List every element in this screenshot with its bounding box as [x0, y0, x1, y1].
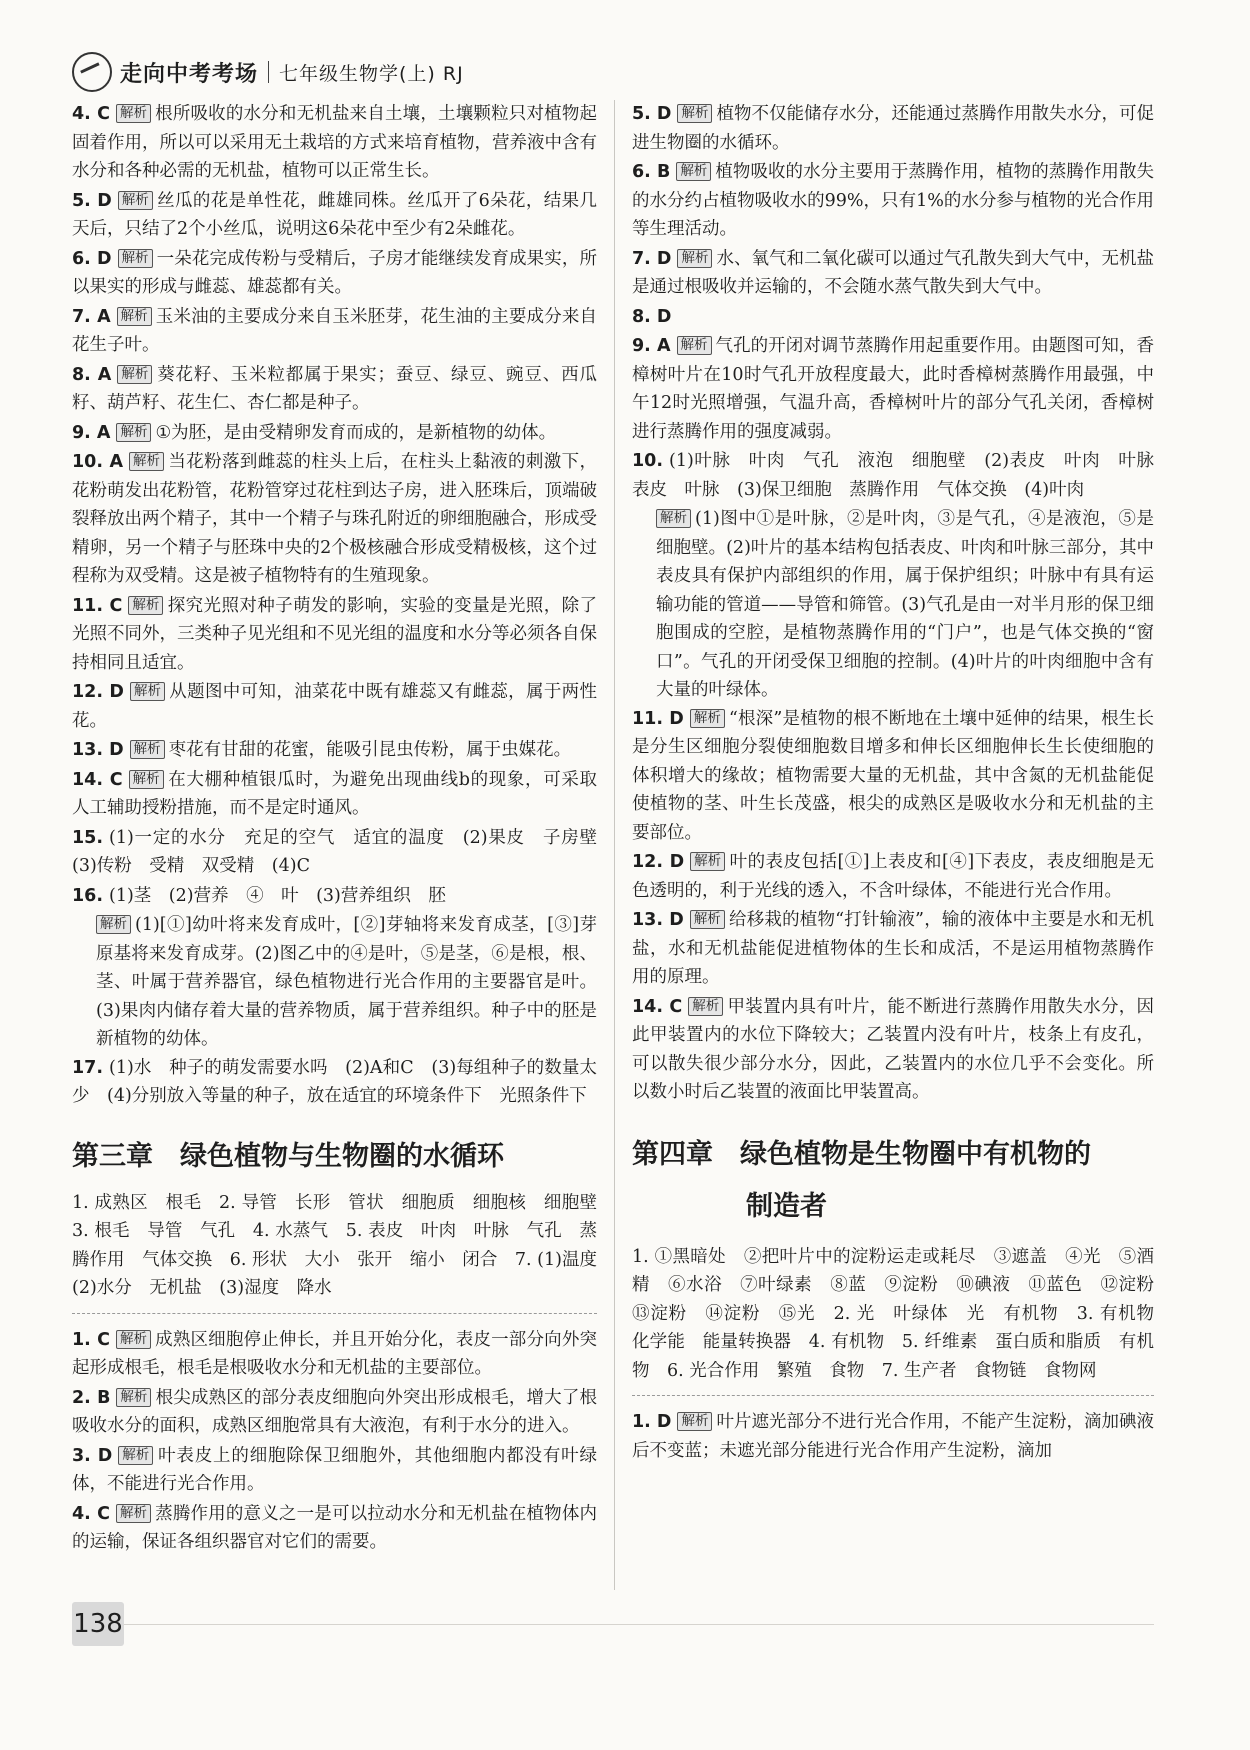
answer-number: 16.	[72, 885, 104, 906]
left-column	[72, 100, 615, 1558]
item10-analysis	[632, 505, 1154, 705]
answer-item	[72, 824, 615, 881]
answer-item	[72, 766, 597, 823]
answer-item	[72, 303, 597, 360]
answer-item	[72, 245, 597, 302]
analysis-tag: 解析	[118, 191, 153, 210]
answer-item	[632, 906, 1154, 992]
chapter3-fill-answers: 1. 成熟区 根毛 2. 导管 长形 管状 细胞质 细胞核 细胞壁 3. 根毛 导管 气孔 4. 水蒸气 5. 表皮 叶肉 叶脉 气孔 蒸腾作用 气体交换 6. 形状 大小 张开 缩小 闭合 7. (1)温度 (2)水分 无机盐 (3)湿度 降水	[72, 1192, 615, 1298]
footer-line	[124, 1624, 1154, 1625]
answer-number: 8. A	[72, 364, 112, 385]
analysis-tag: 解析	[117, 365, 152, 384]
answer-item	[632, 245, 1154, 302]
analysis-tag: 解析	[129, 452, 164, 471]
chapter4-title	[632, 1129, 1154, 1233]
header-separator	[268, 61, 269, 83]
answer-item	[72, 361, 597, 418]
answer-item	[72, 100, 597, 186]
analysis-tag: 解析	[118, 1446, 153, 1465]
answer-number: 9. A	[632, 336, 671, 356]
answer-number: 17.	[72, 1057, 104, 1078]
analysis-tag: 解析	[130, 740, 165, 759]
answer-item	[632, 1408, 1154, 1465]
chapter3-title: 第三章 绿色植物与生物圈的水循环	[72, 1140, 504, 1172]
analysis-tag: 解析	[118, 249, 153, 268]
answer-item	[632, 705, 1154, 848]
answer-text: 从题图中可知，油菜花中既有雄蕊又有雌蕊，属于两性花。	[72, 682, 598, 731]
answer-text: (1)水 种子的萌发需要水吗 (2)A和C (3)每组种子的数量太少 (4)分别放入等量的种子，放在适宜的环境条件下 光照条件下	[72, 1057, 597, 1106]
answer-number: 14. C	[72, 769, 123, 790]
answer-number: 12. D	[72, 682, 124, 702]
answer-item	[632, 100, 1154, 157]
answer-item	[632, 303, 1154, 332]
analysis-tag: 解析	[117, 307, 152, 326]
right-column	[632, 100, 1172, 1466]
answer-number: 8. D	[632, 306, 672, 327]
answer-number: 11. D	[632, 708, 684, 729]
answer-number: 7. A	[72, 306, 111, 327]
answer-item	[72, 882, 597, 911]
answer-text: 植物不仅能储存水分，还能通过蒸腾作用散失水分，可促进生物圈的水循环。	[632, 104, 1154, 153]
answer-text: 葵花籽、玉米粒都属于果实；蚕豆、绿豆、豌豆、西瓜籽、葫芦籽、花生仁、杏仁都是种子。	[72, 364, 597, 413]
answer-text: 根所吸收的水分和无机盐来自土壤，土壤颗粒只对植物起固着作用，所以可以采用无土栽培的方式来培育植物，营养液中含有水分和各种必需的无机盐，植物可以正常生长。	[72, 104, 598, 181]
answer-number: 7. D	[632, 248, 672, 269]
answer-text: 成熟区细胞停止伸长，并且开始分化，表皮一部分向外突起形成根毛，根毛是根吸收水分和无机盐的主要部位。	[72, 1329, 598, 1378]
answer-number: 15.	[72, 827, 104, 848]
answer-text: (1)叶脉 叶肉 气孔 液泡 细胞壁 (2)表皮 叶肉 叶脉 表皮 叶脉 (3)保卫细胞 蒸腾作用 气体交换 (4)叶肉	[632, 451, 1172, 500]
page-number: 138	[72, 1602, 124, 1646]
answer-text: 蒸腾作用的意义之一是可以拉动水分和无机盐在植物体内的运输，保证各组织器官对它们的需要。	[72, 1503, 598, 1552]
answer-text: ①为胚，是由受精卵发育而成的，是新植物的幼体。	[155, 422, 557, 443]
analysis-tag: 解析	[116, 423, 151, 442]
answer-item	[72, 419, 597, 448]
answer-text: 枣花有甘甜的花蜜，能吸引昆虫传粉，属于虫媒花。	[168, 740, 572, 760]
analysis-tag: 解析	[677, 249, 712, 268]
answer-item	[632, 332, 1154, 446]
answer-item	[72, 592, 597, 678]
answer-text: 一朵花完成传粉与受精后，子房才能继续发育成果实，所以果实的形成与雌蕊、雄蕊都有关。	[72, 248, 597, 297]
analysis-tag: 解析	[690, 852, 725, 871]
answer-text: (1)一定的水分 充足的空气 适宜的温度 (2)果皮 子房壁 (3)传粉 受精 双受精 (4)C	[72, 827, 615, 876]
chapter4-fill-answers: 1. ①黑暗处 ②把叶片中的淀粉运走或耗尽 ③遮盖 ④光 ⑤酒精 ⑥水浴 ⑦叶绿素 ⑧蓝 ⑨淀粉 ⑩碘液 ⑪蓝色 ⑫淀粉 ⑬淀粉 ⑭淀粉 ⑮光 2. 光 叶绿体 光 有机物 3. 有机物 化学能 能量转换器 4. 有机物 5. 纤维素 蛋白质和脂质 有机物 6. 光合作用 繁殖 食物 7. 生产者 食物链 食物网	[632, 1246, 1172, 1381]
answer-item	[632, 447, 1172, 504]
answer-number: 3. D	[72, 1445, 113, 1466]
answer-number: 6. B	[632, 162, 671, 182]
answer-item	[632, 848, 1154, 905]
analysis-tag: 解析	[688, 997, 723, 1016]
answer-number: 9. A	[72, 422, 111, 443]
answer-item	[632, 993, 1154, 1107]
analysis-tag: 解析	[116, 1504, 151, 1523]
answer-number: 11. C	[72, 595, 123, 616]
analysis-tag: 解析	[130, 682, 165, 701]
answer-text: “根深”是植物的根不断地在土壤中延伸的结果，根生长是分生区细胞分裂使细胞数目增多和伸长区细胞伸长生长使细胞的体积增大的缘故；植物需要大量的无机盐，其中含氮的无机盐能促使植物的茎、叶生长茂盛，根尖的成熟区是吸收水分和无机盐的主要部位。	[632, 708, 1154, 843]
answer-text: 给移栽的植物“打针输液”，输的液体中主要是水和无机盐，水和无机盐能促进植物体的生长和成活，不是运用植物蒸腾作用的原理。	[632, 910, 1154, 987]
answer-text: (1)茎 (2)营养 ④ 叶 (3)营养组织 胚	[109, 885, 446, 906]
answer-item	[72, 1384, 597, 1441]
analysis-tag: 解析	[116, 1330, 151, 1349]
answer-text: 探究光照对种子萌发的影响，实验的变量是光照，除了光照不同外，三类种子见光组和不见光组的温度和水分等必须各自保持相同且适宜。	[72, 595, 598, 673]
book-logo-icon	[72, 52, 112, 92]
answer-number: 5. D	[72, 190, 112, 211]
analysis-tag: 解析	[677, 104, 712, 123]
answer-text: 叶的表皮包括[①]上表皮和[④]下表皮，表皮细胞是无色透明的，利于光线的透入，不含叶绿体，不能进行光合作用。	[632, 852, 1154, 901]
answer-number: 10. A	[72, 452, 124, 472]
brand-title: 走向中考考场	[120, 61, 259, 87]
analysis-tag: 解析	[128, 596, 163, 615]
analysis-tag: 解析	[677, 336, 712, 355]
answer-number: 14. C	[632, 996, 683, 1017]
answer-number: 13. D	[72, 740, 124, 760]
analysis-text: (1)图中①是叶脉，②是叶肉，③是气孔，④是液泡，⑤是细胞壁。(2)叶片的基本结构包括表皮、叶肉和叶脉三部分，其中表皮具有保护内部组织的作用，属于保护组织；叶脉中有具有运输功能的管道——导管和筛管。(3)气孔是由一对半月形的保卫细胞围成的空腔，是植物蒸腾作用的“门户”，也是气体交换的“窗口”。气孔的开闭受保卫细胞的控制。(4)叶片的叶肉细胞中含有大量的叶绿体。	[656, 509, 1154, 700]
answer-item	[632, 158, 1154, 244]
answer-item	[72, 1500, 597, 1557]
dashed-separator	[632, 1395, 1154, 1396]
answer-text: 当花粉落到雌蕊的柱头上后，在柱头上黏液的刺激下，花粉萌发出花粉管，花粉管穿过花柱到达子房，进入胚珠后，顶端破裂释放出两个精子，其中一个精子与珠孔附近的卵细胞融合，形成受精卵，另一个精子与胚珠中央的2个极核融合形成受精极核，这个过程称为双受精。这是被子植物特有的生殖现象。	[72, 452, 597, 586]
answer-item	[72, 1326, 597, 1383]
analysis-tag: 解析	[677, 1412, 712, 1431]
analysis-tag: 解析	[676, 162, 711, 181]
answer-number: 4. C	[72, 1503, 110, 1524]
analysis-text: (1)[①]幼叶将来发育成叶，[②]芽轴将来发育成茎，[③]芽原基将来发育成芽。(2)图乙中的④是叶，⑤是茎，⑥是根，根、茎、叶属于营养器官，绿色植物进行光合作用的主要器官是叶。(3)果肉内储存着大量的营养物质，属于营养组织。种子中的胚是新植物的幼体。	[96, 915, 597, 1049]
page-header	[72, 52, 464, 92]
answer-number: 12. D	[632, 852, 685, 872]
answer-number: 10.	[632, 451, 664, 471]
answer-number: 6. D	[72, 248, 112, 269]
answer-item	[72, 1442, 597, 1499]
analysis-tag: 解析	[690, 709, 725, 728]
answer-text: 玉米油的主要成分来自玉米胚芽，花生油的主要成分来自花生子叶。	[72, 306, 597, 355]
analysis-tag: 解析	[96, 915, 131, 934]
item16-analysis	[72, 911, 597, 1054]
analysis-tag: 解析	[656, 509, 691, 528]
chapter4-title-line1: 第四章 绿色植物是生物圈中有机物的	[632, 1138, 1091, 1170]
chapter4-title-line2: 制造者	[746, 1190, 827, 1222]
answer-text: 甲装置内具有叶片，能不断进行蒸腾作用散失水分，因此甲装置内的水位下降较大；乙装置内没有叶片，枝条上有皮孔，可以散失很少部分水分，因此，乙装置内的水位几乎不会变化。所以数小时后乙装置的液面比甲装置高。	[632, 996, 1155, 1102]
answer-item	[72, 736, 597, 765]
answer-item	[72, 448, 597, 591]
subject-title: 七年级生物学(上) RJ	[279, 62, 464, 85]
answer-item	[72, 1054, 597, 1111]
answer-text: 在大棚种植银瓜时，为避免出现曲线b的现象，可采取人工辅助授粉措施，而不是定时通风。	[72, 769, 597, 818]
answer-number: 2. B	[72, 1387, 111, 1408]
answer-number: 1. D	[632, 1412, 672, 1432]
answer-text: 叶表皮上的细胞除保卫细胞外，其他细胞内都没有叶绿体，不能进行光合作用。	[72, 1445, 597, 1494]
analysis-tag: 解析	[690, 910, 725, 929]
answer-text: 叶片遮光部分不进行光合作用，不能产生淀粉，滴加碘液后不变蓝；未遮光部分能进行光合作用产生淀粉，滴加	[632, 1412, 1154, 1461]
answer-text: 植物吸收的水分主要用于蒸腾作用，植物的蒸腾作用散失的水分约占植物吸收水的99%，只有1%的水分参与植物的光合作用等生理活动。	[632, 162, 1154, 239]
dashed-separator	[72, 1313, 597, 1314]
analysis-tag: 解析	[116, 104, 151, 123]
answer-number: 13. D	[632, 910, 684, 930]
answer-text: 气孔的开闭对调节蒸腾作用起重要作用。由题图可知，香樟树叶片在10时气孔开放程度最大，此时香樟树蒸腾作用最强，中午12时光照增强，气温升高，香樟树叶片的部分气孔关闭，香樟树进行蒸腾作用的强度减弱。	[632, 336, 1155, 442]
answer-text: 丝瓜的花是单性花，雌雄同株。丝瓜开了6朵花，结果几天后，只结了2个小丝瓜，说明这6朵花中至少有2朵雌花。	[72, 190, 597, 239]
answer-number: 1. C	[72, 1329, 110, 1350]
analysis-tag: 解析	[129, 770, 164, 789]
answer-text: 水、氧气和二氧化碳可以通过气孔散失到大气中，无机盐是通过根吸收并运输的，不会随水蒸气散失到大气中。	[632, 248, 1154, 297]
answer-item	[72, 678, 597, 735]
answer-number: 5. D	[632, 104, 672, 124]
answer-item	[72, 187, 597, 244]
answer-number: 4. C	[72, 104, 110, 124]
answer-text: 根尖成熟区的部分表皮细胞向外突出形成根毛，增大了根吸收水分的面积，成熟区细胞常具有大液泡，有利于水分的进入。	[72, 1387, 597, 1436]
analysis-tag: 解析	[116, 1388, 151, 1407]
